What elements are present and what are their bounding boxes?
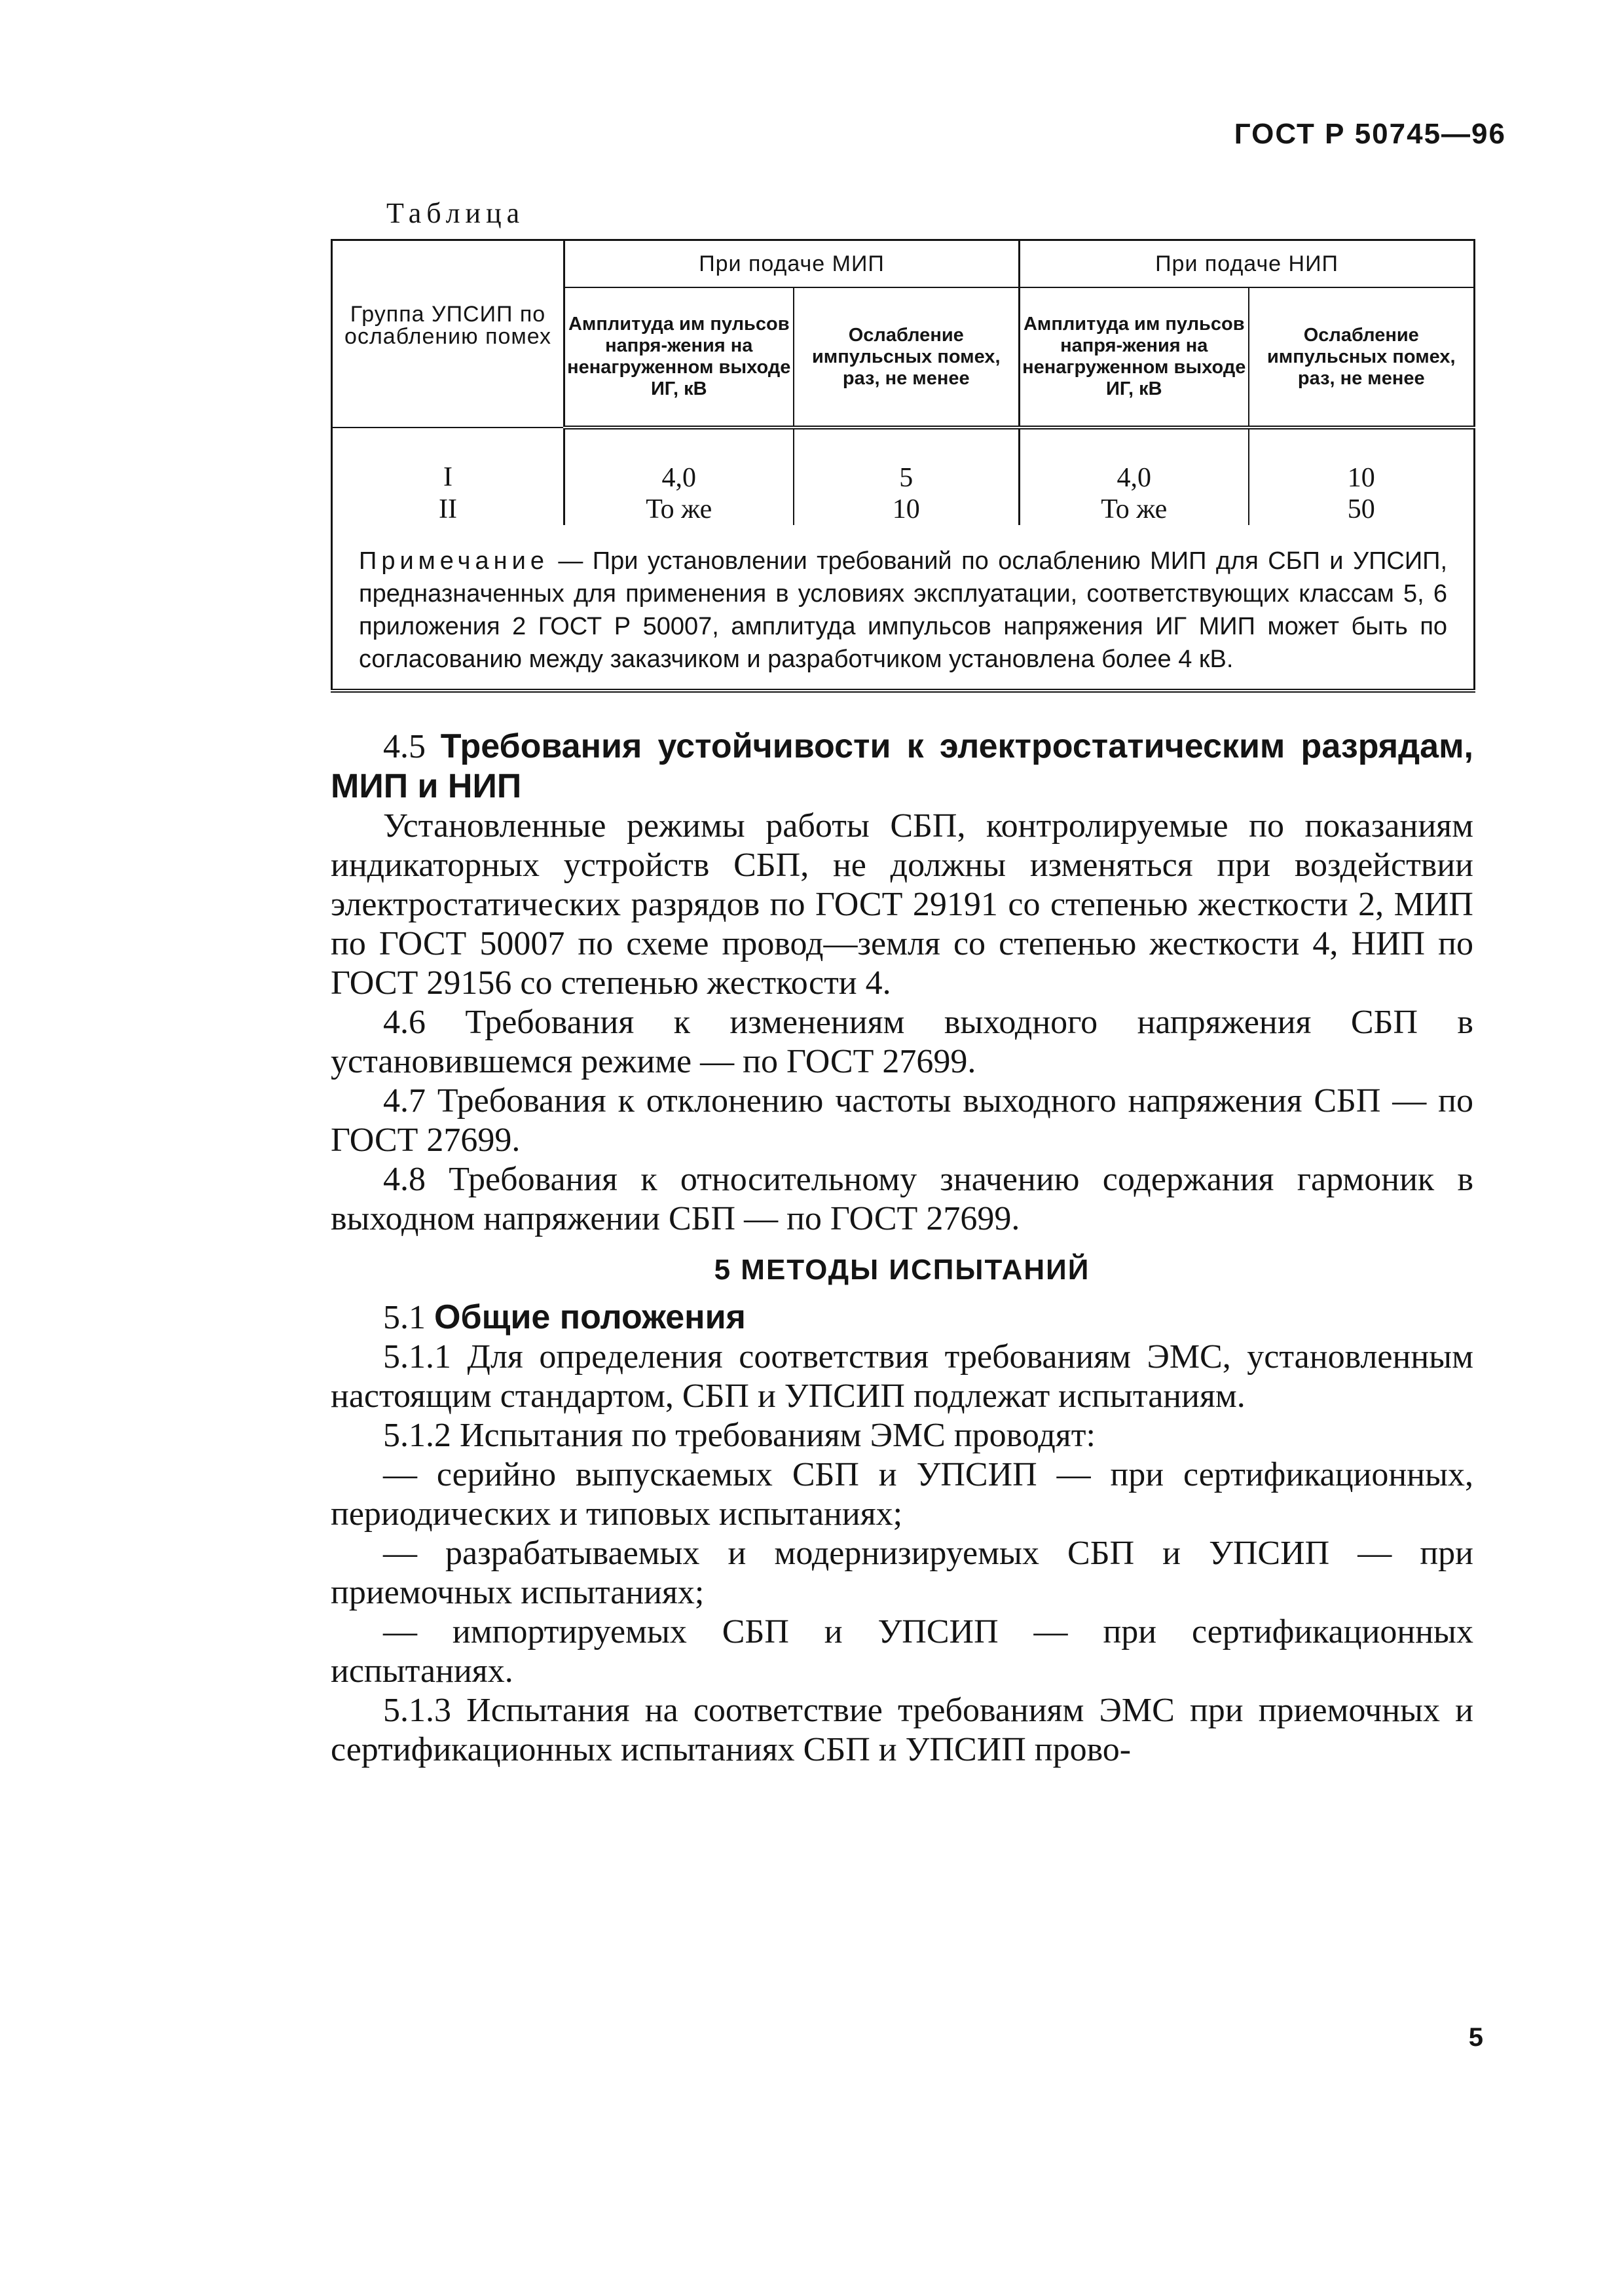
note-text: — При установлении требований по ослаблению МИП для СБП и УПСИП, предназначенных для применения в условиях эксплуатации, соответствующих классам 5, 6 приложения 2 ГОСТ Р 50007, амплитуда импульсов напряжения ИГ МИП может быть по согласованию между заказчиком и разработчиком установлена более 4 кВ. xyxy=(359,547,1448,673)
paragraph-title: Требования устойчивости к электростатическим разрядам, МИП и НИП xyxy=(331,727,1473,805)
paragraph-5-1-3: 5.1.3 Испытания на соответствие требованиям ЭМС при приемочных и сертификационных испытаниях СБП и УПСИП прово- xyxy=(331,1692,1473,1768)
list-item: — импортируемых СБП и УПСИП — при сертификационных испытаниях. xyxy=(331,1613,1473,1690)
nip-amplitude-cell: То же xyxy=(1020,494,1249,525)
nip-amplitude-cell: 4,0 xyxy=(1020,428,1249,494)
mip-attenuation-cell: 5 xyxy=(794,428,1020,494)
table-title: Таблица xyxy=(386,197,525,229)
table-note-row xyxy=(332,525,1475,691)
paragraph-4-6: 4.6 Требования к изменениям выходного напряжения СБП в установившемся режиме — по ГОСТ 27699. xyxy=(331,1004,1473,1080)
page-number: 5 xyxy=(1468,2023,1483,2052)
paragraph-4-8: 4.8 Требования к относительному значению содержания гармоник в выходном напряжении СБП — по ГОСТ 27699. xyxy=(331,1161,1473,1237)
table-row xyxy=(332,494,1475,525)
list-item: — разрабатываемых и модернизируемых СБП и УПСИП — при приемочных испытаниях; xyxy=(331,1535,1473,1611)
list-item: — серийно выпускаемых СБП и УПСИП — при сертификационных, периодических и типовых испытаниях; xyxy=(331,1456,1473,1533)
requirements-table xyxy=(331,239,1473,717)
group-cell: I xyxy=(332,428,564,494)
paragraph-5-1-heading xyxy=(331,1298,1473,1338)
document-id: ГОСТ Р 50745—96 xyxy=(1234,118,1506,150)
group-column-header: Группа УПСИП по ослаблению помех xyxy=(332,240,564,428)
nip-attenuation-cell: 10 xyxy=(1249,428,1475,494)
mip-group-header: При подаче МИП xyxy=(564,240,1020,288)
mip-amplitude-header: Амплитуда им пульсов напря-жения на ненагруженном выходе ИГ, кВ xyxy=(564,287,794,428)
paragraph-number: 4.5 xyxy=(383,728,441,765)
nip-attenuation-cell: 50 xyxy=(1249,494,1475,525)
nip-group-header: При подаче НИП xyxy=(1020,240,1475,288)
document-body xyxy=(331,727,1473,1770)
mip-amplitude-cell: То же xyxy=(564,494,794,525)
paragraph-4-5-text: Установленные режимы работы СБП, контролируемые по показаниям индикаторных устройств СБП, не должны изменяться при воздействии электростатических разрядов по ГОСТ 29191 со степенью жесткости 2, МИП по ГОСТ 50007 по схеме провод—земля со степенью жесткости 4, НИП по ГОСТ 29156 со степенью жесткости 4. xyxy=(331,807,1473,1002)
table-row xyxy=(332,428,1475,494)
paragraph-title: Общие положения xyxy=(434,1298,746,1336)
mip-attenuation-cell: 10 xyxy=(794,494,1020,525)
note-label: Примечание xyxy=(359,547,549,575)
paragraph-5-1-1: 5.1.1 Для определения соответствия требованиям ЭМС, установленным настоящим стандартом, СБП и УПСИП подлежат испытаниям. xyxy=(331,1338,1473,1415)
table-note xyxy=(332,525,1475,691)
nip-attenuation-header: Ослабление импульсных помех, раз, не менее xyxy=(1249,287,1475,428)
group-cell: II xyxy=(332,494,564,525)
paragraph-number: 5.1 xyxy=(383,1299,434,1336)
section-5-heading: 5 МЕТОДЫ ИСПЫТАНИЙ xyxy=(714,1254,1090,1286)
nip-amplitude-header: Амплитуда им пульсов напря-жения на ненагруженном выходе ИГ, кВ xyxy=(1020,287,1249,428)
mip-amplitude-cell: 4,0 xyxy=(564,428,794,494)
paragraph-4-5-heading xyxy=(331,727,1473,807)
paragraph-4-7: 4.7 Требования к отклонению частоты выходного напряжения СБП — по ГОСТ 27699. xyxy=(331,1082,1473,1159)
mip-attenuation-header: Ослабление импульсных помех, раз, не менее xyxy=(794,287,1020,428)
paragraph-5-1-2: 5.1.2 Испытания по требованиям ЭМС проводят: xyxy=(383,1417,1096,1454)
